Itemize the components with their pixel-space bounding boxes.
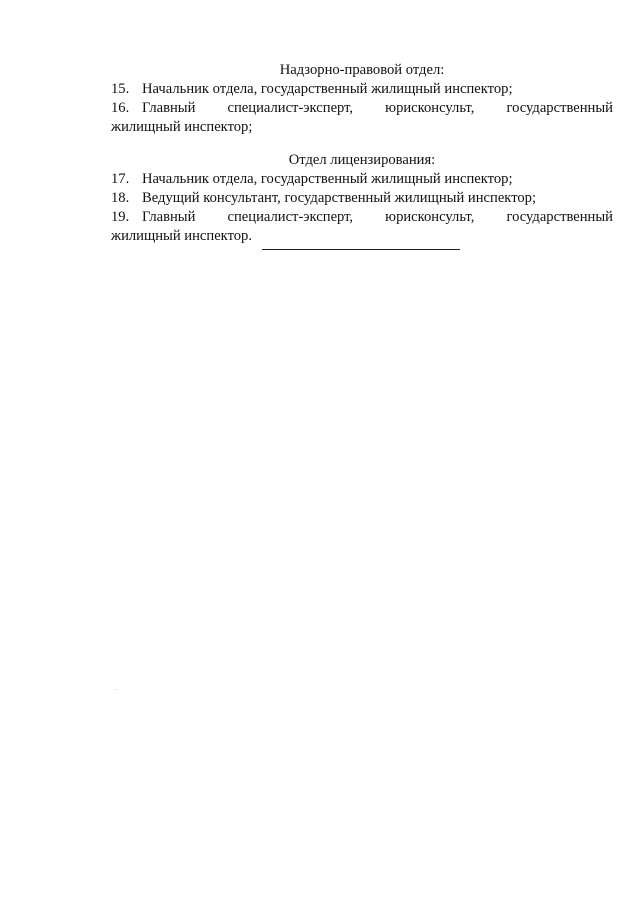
item-text: Ведущий консультант, государственный жилищный инспектор; <box>142 190 537 206</box>
scan-speck <box>116 689 117 690</box>
item-word: специалист-эксперт, <box>227 209 354 225</box>
item-text: Начальник отдела, государственный жилищный инспектор; <box>142 171 513 187</box>
item-word: юрисконсульт, <box>385 100 475 116</box>
item-number: 17. <box>111 171 130 187</box>
item-number: 19. <box>111 209 130 225</box>
item-number: 15. <box>111 81 130 97</box>
item-word: юрисконсульт, <box>385 209 475 225</box>
item-number: 18. <box>111 190 130 206</box>
item-lead <box>111 99 195 118</box>
list-item-15 <box>111 80 613 99</box>
position-list-supervisory-legal <box>111 80 613 137</box>
item-continuation: жилищный инспектор; <box>111 119 253 135</box>
item-word: Главный <box>142 100 196 116</box>
item-number: 16. <box>111 100 130 116</box>
document-page <box>111 61 613 246</box>
item-word: Главный <box>142 209 196 225</box>
section-title-supervisory-legal: Надзорно-правовой отдел: <box>279 62 445 78</box>
item-lead <box>111 208 195 227</box>
list-item-17 <box>111 170 613 189</box>
item-word: государственный <box>506 209 613 225</box>
end-rule <box>262 249 460 250</box>
list-item-19 <box>111 208 613 246</box>
list-item-16 <box>111 99 613 137</box>
item-word: специалист-эксперт, <box>227 100 354 116</box>
item-continuation: жилищный инспектор. <box>111 228 253 244</box>
position-list-licensing <box>111 170 613 246</box>
item-text: Начальник отдела, государственный жилищный инспектор; <box>142 81 513 97</box>
item-word: государственный <box>506 100 613 116</box>
list-item-18 <box>111 189 613 208</box>
section-title-licensing: Отдел лицензирования: <box>288 152 436 168</box>
